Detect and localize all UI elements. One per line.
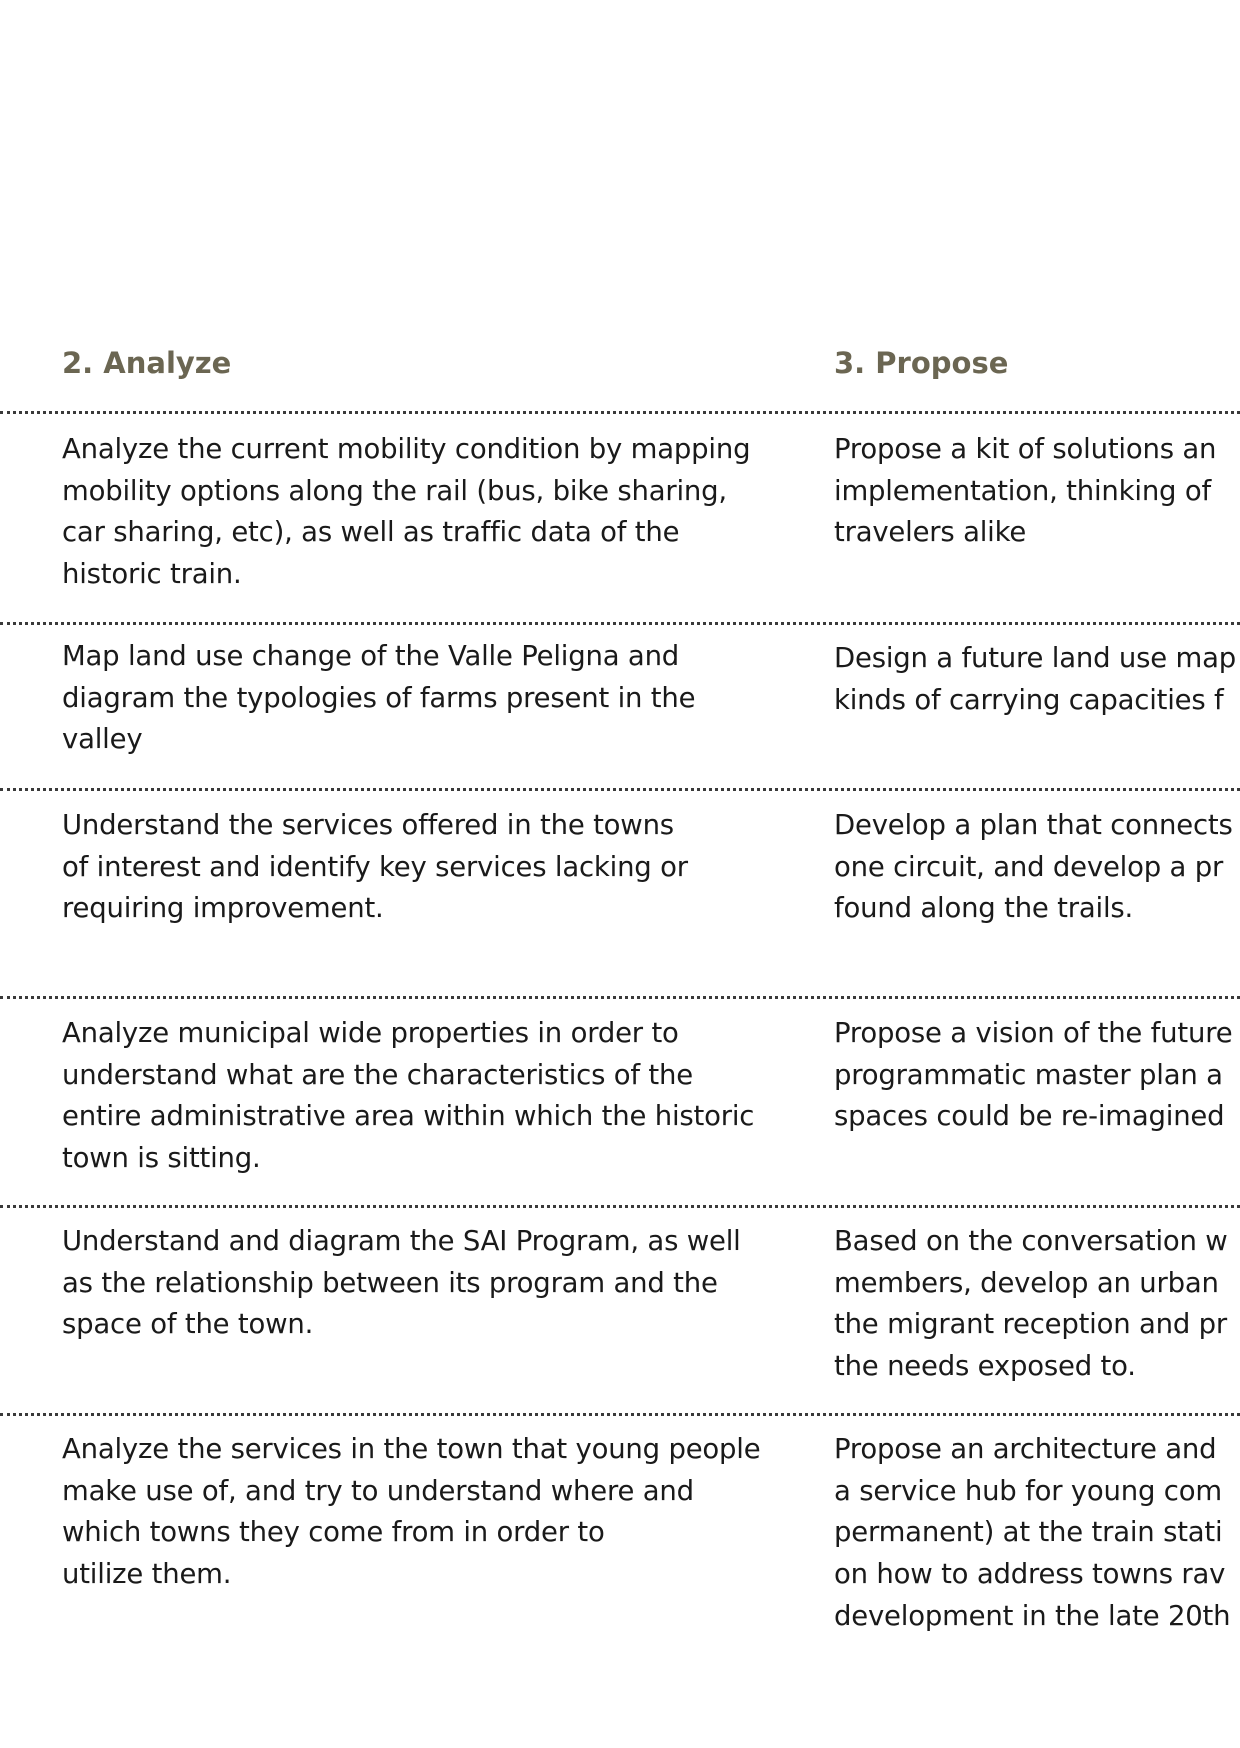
row-divider — [0, 1205, 1240, 1208]
propose-column-heading: 3. Propose — [834, 346, 1009, 380]
propose-cell-4: Propose a vision of the future programmatic master plan a spaces could be re-imagined — [834, 1017, 1233, 1133]
analyze-cell-3: Understand the services offered in the towns of interest and identify key services lacking or requiring improvement. — [62, 809, 688, 925]
row-divider — [0, 1413, 1240, 1416]
row-divider — [0, 788, 1240, 791]
propose-cell-5: Based on the conversation w members, develop an urban the migrant reception and pr the needs exposed to. — [834, 1225, 1228, 1383]
analyze-cell-4: Analyze municipal wide properties in order to understand what are the characteristics of the entire administrative area within which the historic town is sitting. — [62, 1017, 755, 1175]
row-divider — [0, 411, 1240, 414]
row-divider — [0, 996, 1240, 999]
propose-cell-6: Propose an architecture and a service hub for young com permanent) at the train stati on how to address towns rav development in the late 20th — [834, 1433, 1231, 1632]
propose-cell-1: Propose a kit of solutions an implementation, thinking of travelers alike — [834, 433, 1217, 549]
analyze-cell-6: Analyze the services in the town that young people make use of, and try to understand where and which towns they come from in order to utilize them. — [62, 1433, 761, 1591]
propose-cell-2: Design a future land use map kinds of carrying capacities f — [834, 642, 1236, 716]
row-divider — [0, 622, 1240, 625]
analyze-cell-2: Map land use change of the Valle Peligna and diagram the typologies of farms present in the valley — [62, 640, 696, 756]
analyze-cell-1: Analyze the current mobility condition by mapping mobility options along the rail (bus, bike sharing, car sharing, etc), as well as traffic data of the historic train. — [62, 433, 751, 591]
analyze-column-heading: 2. Analyze — [62, 346, 232, 380]
propose-cell-3: Develop a plan that connects one circuit, and develop a pr found along the trails. — [834, 809, 1233, 925]
analyze-cell-5: Understand and diagram the SAI Program, as well as the relationship between its program and the space of the town. — [62, 1225, 741, 1341]
